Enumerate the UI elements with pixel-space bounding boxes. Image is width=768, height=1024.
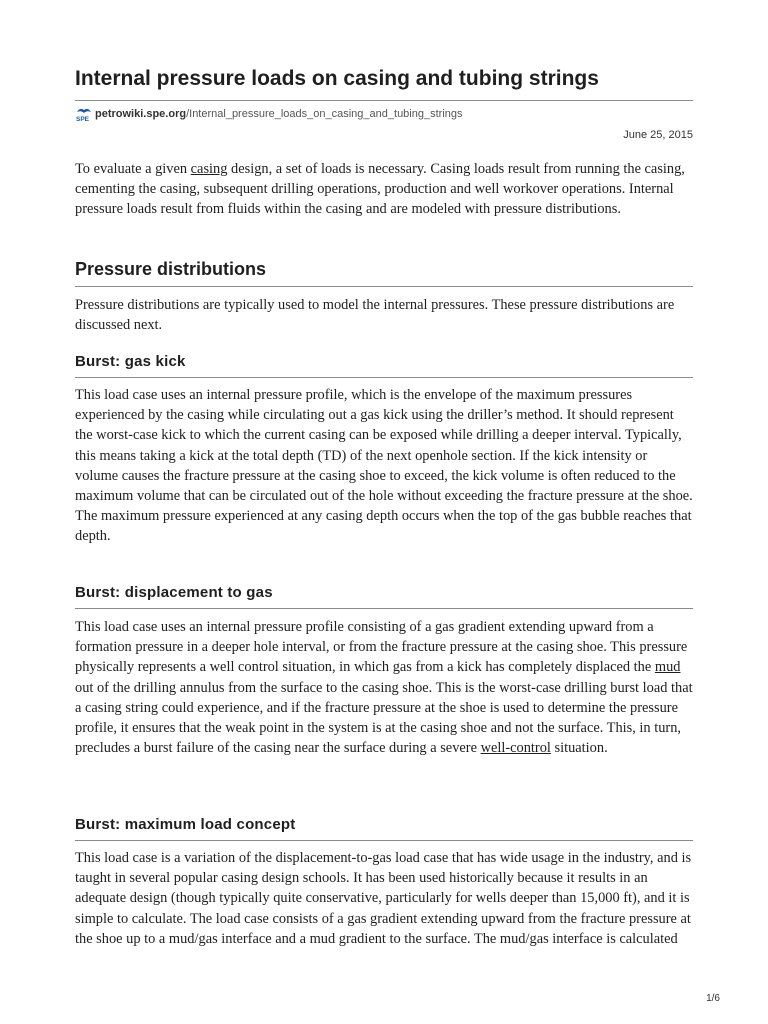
- section-divider: [75, 286, 693, 287]
- burst-max-load-paragraph: This load case is a variation of the displacement-to-gas load case that has wide usage in the industry, and is taught in several popular casing design schools. It has been used historically because it results in an adequate design (though typically quite conservative, particularly for wells deeper than 15,000 ft), and it is simple to calculate. The load case consists of a gas gradient extending upward from the fracture pressure at the shoe up to a mud/gas interface and a mud gradient to the surface. The mud/gas interface is calculated: [75, 850, 692, 947]
- subheading-burst-maximum-load-concept: Burst: maximum load concept: [75, 816, 296, 833]
- page-title: Internal pressure loads on casing and tubing strings: [75, 67, 599, 90]
- spe-logo-icon: [75, 106, 93, 122]
- subsection-divider: [75, 377, 693, 378]
- publish-date: June 25, 2015: [623, 129, 693, 141]
- burst-gas-kick-paragraph: This load case uses an internal pressure profile, which is the envelope of the maximum pressures experienced by the casing while circulating out a gas kick using the driller’s method. It should represent the worst-case kick to which the current casing can be exposed while drilling a deeper interval. Typically, this means taking a kick at the total depth (TD) of the next openhole section. If the kick intensity or volume causes the fracture pressure at the casing shoe to exceed, the kick volume is often reduced to the maximum volume that can be circulated out of the hole without exceeding the fracture pressure at the shoe. The maximum pressure experienced at any casing depth occurs when the top of the gas bubble reaches that depth.: [75, 387, 693, 545]
- page-number: 1/6: [706, 993, 720, 1004]
- mud-link[interactable]: mud: [654, 659, 681, 676]
- source-line: [75, 106, 463, 122]
- subsection-divider: [75, 608, 693, 609]
- casing-link[interactable]: casing: [190, 161, 228, 177]
- subheading-burst-displacement-to-gas: Burst: displacement to gas: [75, 584, 273, 601]
- intro-paragraph: To evaluate a given casing design, a set of loads is necessary. Casing loads result from running the casing, cementing the casing, subsequent drilling operations, production and well workover operations. Internal pressure loads result from fluids within the casing and are modeled with pressure distributions.: [75, 161, 685, 218]
- source-path-link[interactable]: /Internal_pressure_loads_on_casing_and_tubing_strings: [186, 108, 463, 120]
- subheading-burst-gas-kick: Burst: gas kick: [75, 353, 186, 370]
- section-heading-pressure-distributions: Pressure distributions: [75, 259, 267, 279]
- source-domain-link[interactable]: petrowiki.spe.org: [95, 108, 187, 120]
- title-divider: [75, 100, 693, 101]
- burst-displacement-paragraph: This load case uses an internal pressure profile consisting of a gas gradient extending upward from a formation pressure in a deeper hole interval, or from the fracture pressure at the casing shoe. This pressure physically represents a well control situation, in which gas from a kick has completely displaced the mud out of the drilling annulus from the surface to the casing shoe. This is the worst-case drilling burst load that a casing string could experience, and if the fracture pressure at the shoe is used to determine the pressure profile, it ensures that the weak point in the system is at the casing shoe and not the surface. This, in turn, precludes a burst failure of the casing near the surface during a severe well-control situation.: [75, 619, 693, 757]
- well-control-link[interactable]: well-control: [480, 740, 551, 757]
- subsection-divider: [75, 840, 693, 841]
- svg-text:SPE: SPE: [76, 116, 90, 122]
- pressure-distributions-paragraph: Pressure distributions are typically used to model the internal pressures. These pressure distributions are discussed next.: [75, 297, 675, 334]
